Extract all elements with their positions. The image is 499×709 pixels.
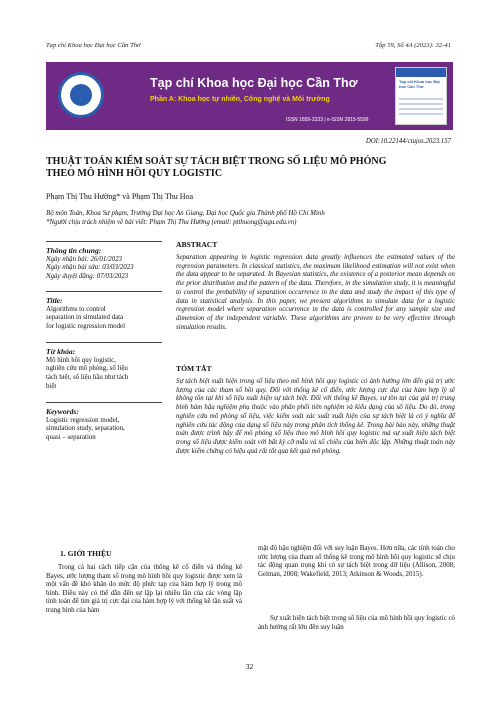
title-line: THEO MÔ HÌNH HỒI QUY LOGISTIC xyxy=(46,168,223,179)
english-title-line: separation in simulated data xyxy=(46,314,124,322)
banner-issn: ISSN 1859-2333 | e-ISSN 2815-5599 xyxy=(286,117,369,123)
vietnamese-keywords-block xyxy=(46,348,162,392)
intro-paragraph-right: mật độ hậu nghiệm đối với suy luận Bayes. Hơn nữa, các tính toán cho ước lượng của tham số thống kê trong mô hình hồi quy logistic sẽ chịu tác động quan trọng khi có sự tách biệt trong dữ liệu (Allison, 2008; Gelman, 2008; Wakefield, 2013; Atkinson & Woods, 2015). xyxy=(258,545,455,578)
affiliation: Bộ môn Toán, Khoa Sư phạm, Trường Đại học An Giang, Đại học Quốc gia Thành phố Hồ Chí Minh xyxy=(46,210,325,217)
cover-title: Tạp chí Khoa học Đại học Cần Thơ xyxy=(399,79,440,89)
article-title xyxy=(46,156,446,180)
english-title-line: for logistic regression model xyxy=(46,323,126,331)
university-logo-icon xyxy=(58,72,104,118)
tu-khoa-line: nghiên cứu mô phỏng, số liệu xyxy=(46,365,128,373)
banner-title: Tạp chí Khoa học Đại học Cần Thơ xyxy=(150,76,358,90)
tom-tat-heading: TÓM TẮT xyxy=(176,364,212,373)
running-header-issue: Tập 59, Số 4A (2023): 32-41 xyxy=(375,42,451,49)
tu-khoa-heading: Từ khóa: xyxy=(46,347,76,356)
divider xyxy=(46,291,162,292)
journal-cover-thumbnail xyxy=(395,67,447,125)
journal-banner xyxy=(46,62,453,130)
divider xyxy=(46,342,162,343)
english-keywords-block xyxy=(46,408,162,443)
abstract-heading: ABSTRACT xyxy=(176,240,218,249)
doi: DOI:10.22144/ctujos.2023.157 xyxy=(365,138,451,145)
article-info xyxy=(46,247,162,282)
corresponding-author: *Người chịu trách nhiệm về bài viết: Phạm Thị Thu Hường (email: ptthuong@agu.edu.vn) xyxy=(46,219,297,226)
page-number: 32 xyxy=(245,662,254,671)
authors: Phạm Thị Thu Hường* và Phạm Thị Thu Hoa xyxy=(46,192,194,201)
divider xyxy=(46,402,162,403)
tom-tat-text: Sự tách biệt xuất hiện trong số liệu theo mô hình hồi quy logistic có ảnh hưởng lớn đến giá trị ước lượng của các tham số hồi quy. Đối với thống kê cổ điển, ước lượng cực đại của hàm hợp lý sẽ không tồn tại khi số liệu xuất hiện sự tách biệt. Đối với thống kê Bayes, sự tồn tại của giá trị trung bình hàm hậu nghiệm phụ thuộc vào phân phối tiên nghiệm và kiểu dạng của số liệu. Do đó, trong nghiên cứu mô phỏng số liệu, việc kiểm soát xác suất xuất hiện của sự tách biệt là có ý nghĩa để nghiên cứu tác động của dạng số liệu này trong phân tích thống kê. Trong bài báo này, những thuật toán được trình bày để mô phỏng số liệu theo mô hình hồi quy logistic mà sự xuất hiện tách biệt trong số liệu được kiểm soát với bất kỳ cỡ mẫu và số chiều của biến độc lập. Những thuật toán này được kiểm chứng có hiệu quả rất tốt qua kết quả mô phỏng. xyxy=(176,378,455,455)
accepted-date: Ngày duyệt đăng: 07/03/2023 xyxy=(46,273,129,281)
abstract-text: Separation appearing in logistic regression data greatly influences the estimated values of the regression parameters. In classical statistics, the maximum likelihood estimation will not exist when the data appear to be separated. In Bayesian statistics, the existence of a posterior mean depends on the prior distribution and the pattern of the data. Therefore, in the simulation study, it is meaningful to control the probability of separation occurrence in the data and study the impact of this type of data in statistical analysis. In this paper, we present algorithms to simulate data for a logistic regression model where separation occurrence in the data is controlled for any sample size and dimension of the independent variable. These algorithms are proven to be very effective through simulation results. xyxy=(176,254,455,331)
affiliation-block xyxy=(46,209,456,227)
tu-khoa-line: Mô hình hồi quy logistic, xyxy=(46,356,116,364)
english-title-block xyxy=(46,297,162,332)
keywords-line: simulation study, separation, xyxy=(46,425,125,433)
article-info-heading: Thông tin chung: xyxy=(46,246,102,255)
title-line: THUẬT TOÁN KIỂM SOÁT SỰ TÁCH BIỆT TRONG SỐ LIỆU MÔ PHỎNG xyxy=(46,156,387,167)
intro-paragraph-right-2: Sự xuất hiện tách biệt trong số liệu của mô hình hồi quy logistic có ảnh hưởng rất lớn đến suy luận xyxy=(258,615,455,631)
intro-paragraph-left: Trong cả hai cách tiếp cận của thống kê cổ điển và thống kê Bayes, ước lượng tham số trong mô hình hồi quy logistic được xem là một vấn đề khó khăn do mức độ phức tạp của hàm hợp lý trong mô hình. Điều này có thể dẫn đến sự lập lại nhiều lần của các vòng lặp tính toán để tìm giá trị cực đại của hàm hợp lý với thống kê tần suất và trung bình của hàm xyxy=(46,564,242,614)
keywords-heading: Keywords: xyxy=(46,407,79,416)
section-heading-intro: 1. GIỚI THIỆU xyxy=(60,549,112,558)
divider xyxy=(46,241,162,242)
tu-khoa-line: biệt xyxy=(46,382,57,390)
revised-date: Ngày nhận bài sửa: 03/03/2023 xyxy=(46,264,134,272)
english-title-heading: Title: xyxy=(46,296,63,305)
keywords-line: Logistic regression model, xyxy=(46,416,120,424)
running-header-journal: Tạp chí Khoa học Đại học Cần Thơ xyxy=(46,42,141,49)
keywords-line: quasi – separation xyxy=(46,434,96,442)
banner-subtitle: Phần A: Khoa học tự nhiên, Công nghệ và Môi trường xyxy=(150,96,330,103)
received-date: Ngày nhận bài: 26/01/2023 xyxy=(46,255,122,263)
english-title-line: Algorithms to control xyxy=(46,305,106,313)
tu-khoa-line: tách biệt, số liệu hầu như tách xyxy=(46,374,129,382)
